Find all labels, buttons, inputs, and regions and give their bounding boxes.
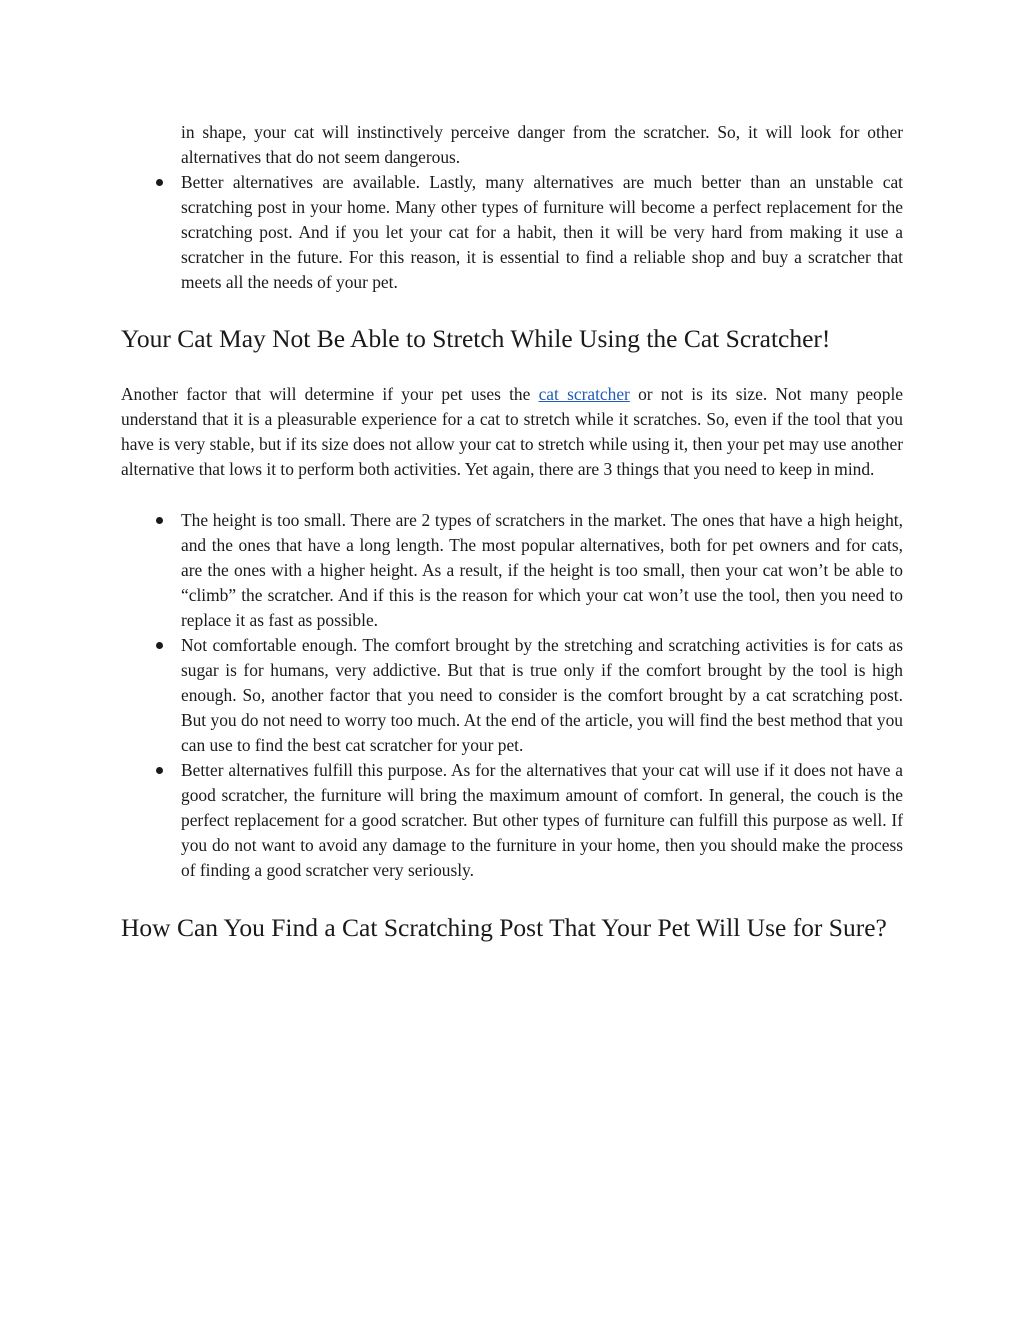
stretch-bullet-list [121, 508, 903, 883]
intro-continuation-text: in shape, your cat will instinctively perceive danger from the scratcher. So, it will look for other alternatives that do not seem dangerous. [181, 122, 903, 167]
paragraph-text-end: or not is its size. Not many people understand that it is a pleasurable experience for a cat to stretch while it scratches. So, even if the tool that you have is very stable, but if its size does not allow your cat to stretch while using it, then your pet may use another alternative that lows it to perform both activities. Yet again, there are 3 things that you need to keep in mind. [121, 384, 903, 479]
bullet-text: Not comfortable enough. The comfort brought by the stretching and scratching activities is for cats as sugar is for humans, very addictive. But that is true only if the comfort brought by the tool is high enough. So, another factor that you need to consider is the comfort brought by a cat scratching post. But you do not need to worry too much. At the end of the article, you will find the best method that you can use to find the best cat scratcher for your pet. [181, 635, 903, 755]
section-paragraph [121, 382, 903, 482]
bullet-text: Better alternatives fulfill this purpose. As for the alternatives that your cat will use if it does not have a good scratcher, the furniture will bring the maximum amount of comfort. In general, the couch is the perfect replacement for a good scratcher. But other types of furniture can fulfill this purpose as well. If you do not want to avoid any damage to the furniture in your home, then you should make the process of finding a good scratcher very seriously. [181, 760, 903, 880]
list-item [121, 170, 903, 295]
paragraph-text-start: Another factor that will determine if your pet uses the [121, 384, 539, 404]
cat-scratcher-link[interactable]: cat scratcher [538, 384, 630, 404]
bullet-icon [156, 767, 163, 774]
section-heading-stretch: Your Cat May Not Be Able to Stretch While Using the Cat Scratcher! [121, 324, 831, 353]
list-item [121, 508, 903, 633]
list-item [121, 758, 903, 883]
bullet-text: Better alternatives are available. Lastly, many alternatives are much better than an unstable cat scratching post in your home. Many other types of furniture will become a perfect replacement for the scratching post. And if you let your cat for a habit, then it will be very hard from making it use a scratcher in the future. For this reason, it is essential to find a reliable shop and buy a scratcher that meets all the needs of your pet. [181, 172, 903, 292]
intro-bullet-list [121, 170, 903, 295]
bullet-icon [156, 179, 163, 186]
bullet-text: The height is too small. There are 2 types of scratchers in the market. The ones that have a high height, and the ones that have a long length. The most popular alternatives, both for pet owners and for cats, are the ones with a higher height. As a result, if the height is too small, then your cat won’t be able to “climb” the scratcher. And if this is the reason for which your cat won’t use the tool, then you need to replace it as fast as possible. [181, 510, 903, 630]
document-page [121, 120, 903, 945]
bullet-icon [156, 642, 163, 649]
list-item [121, 633, 903, 758]
bullet-icon [156, 517, 163, 524]
section-heading-find: How Can You Find a Cat Scratching Post That Your Pet Will Use for Sure? [121, 913, 887, 942]
